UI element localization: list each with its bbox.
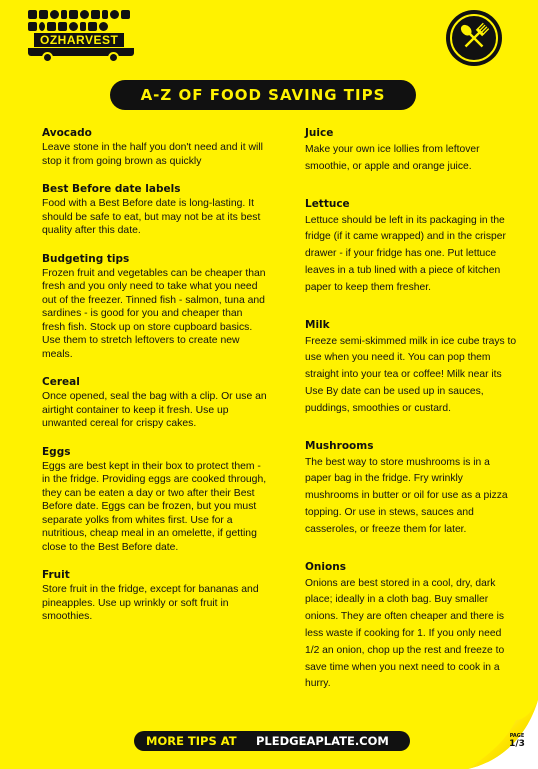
tip-heading: Avocado (42, 127, 92, 139)
tip-heading: Eggs (42, 445, 71, 458)
tip-avocado (42, 125, 267, 168)
tip-heading: Juice (305, 127, 334, 139)
tip-text: Onions are best stored in a cool, dry, dark place; ideally in a cloth bag. Buy smaller onions. They are often cheaper and there is less waste if cooking for 1. If you only need 1/2 an onion, chop up the rest and freeze to save time when you next need to cook in a hurry. (305, 577, 505, 690)
tip-eggs (42, 444, 267, 555)
tip-juice (305, 125, 517, 176)
tip-text: Food with a Best Before date is long-lasting. It should be safe to eat, but may not be at its best quality after this date. (42, 198, 261, 236)
tip-budgeting (42, 251, 267, 362)
tip-best-before (42, 181, 267, 238)
tip-text: Make your own ice lollies from leftover smoothie, or apple and orange juice. (305, 144, 480, 172)
tip-heading: Mushrooms (305, 439, 374, 452)
footer-banner (134, 731, 410, 751)
footer-more-label: MORE TIPS AT (146, 734, 237, 748)
tip-text: Eggs are best kept in their box to protect them - in the fridge. Providing eggs are cooked through, they can be eaten a day or two after their Best Before date. Eggs can be frozen, but you must separate yolks from whites first. Use for a nutritious, cheap meal in an omelette, if getting close to the Best Before date. (42, 460, 267, 553)
page-indicator (504, 733, 530, 749)
tip-heading: Milk (305, 318, 330, 331)
tip-heading: Cereal (42, 376, 80, 388)
tip-text: Leave stone in the half you don't need and it will stop it from going brown as quickly (42, 142, 263, 167)
ozharvest-logo (28, 10, 136, 62)
tip-lettuce (305, 196, 517, 297)
page-number: 1/3 (509, 739, 525, 749)
tip-text: Store fruit in the fridge, except for bananas and pineapples. Use up wrinkly or soft fruit in smoothies. (42, 584, 259, 622)
tip-heading: Onions (305, 560, 346, 573)
tip-fruit (42, 567, 267, 624)
tip-text: Freeze semi-skimmed milk in ice cube trays to use when you need it. You can pop them straight into your tea or coffee! Milk near its Use By date can be used up in sauces, puddings, smoothies or custard. (305, 335, 517, 414)
page-word: PAGE (509, 733, 525, 739)
footer-url-link[interactable]: PLEDGEAPLATE.COM (256, 734, 389, 748)
tip-text: The best way to store mushrooms is in a paper bag in the fridge. Fry wrinkly mushrooms in butter or oil for use as a pizza topping. Or use in stews, sauces and casseroles, or freeze them for later. (305, 456, 508, 535)
tip-text: Once opened, seal the bag with a clip. Or use an airtight container to keep it fresh. Use up unwanted cereal for crispy cakes. (42, 391, 267, 429)
tip-heading: Best Before date labels (42, 183, 181, 195)
right-column (305, 125, 517, 713)
tip-cereal (42, 374, 267, 431)
food-pattern-graphic (28, 10, 136, 32)
van-wheel-icon (42, 52, 53, 63)
tip-heading: Fruit (42, 569, 70, 581)
fork-spoon-icon (446, 10, 502, 66)
tip-text: Frozen fruit and vegetables can be cheaper than fresh and you only need to take what you need out of the freezer. Tinned fish - salmon, tuna and sardines - is good for you and cheaper than fresh fish. Stock up on store cupboard basics. Use them to stretch leftovers to create new meals. (42, 267, 266, 360)
tip-heading: Budgeting tips (42, 252, 130, 265)
left-column (42, 125, 267, 637)
tip-mushrooms (305, 438, 517, 539)
tip-onions (305, 559, 517, 694)
page-title: A-Z OF FOOD SAVING TIPS (110, 80, 416, 110)
tip-text: Lettuce should be left in its packaging in the fridge (if it came wrapped) and in the crisper drawer - if your fridge has one. Put lettuce leaves in a tub lined with a piece of kitchen paper to keep them fresher. (305, 214, 506, 293)
logo-wordmark: OZHARVEST (34, 33, 124, 47)
tip-milk (305, 317, 517, 418)
tip-heading: Lettuce (305, 197, 350, 210)
van-wheel-icon (108, 52, 119, 63)
